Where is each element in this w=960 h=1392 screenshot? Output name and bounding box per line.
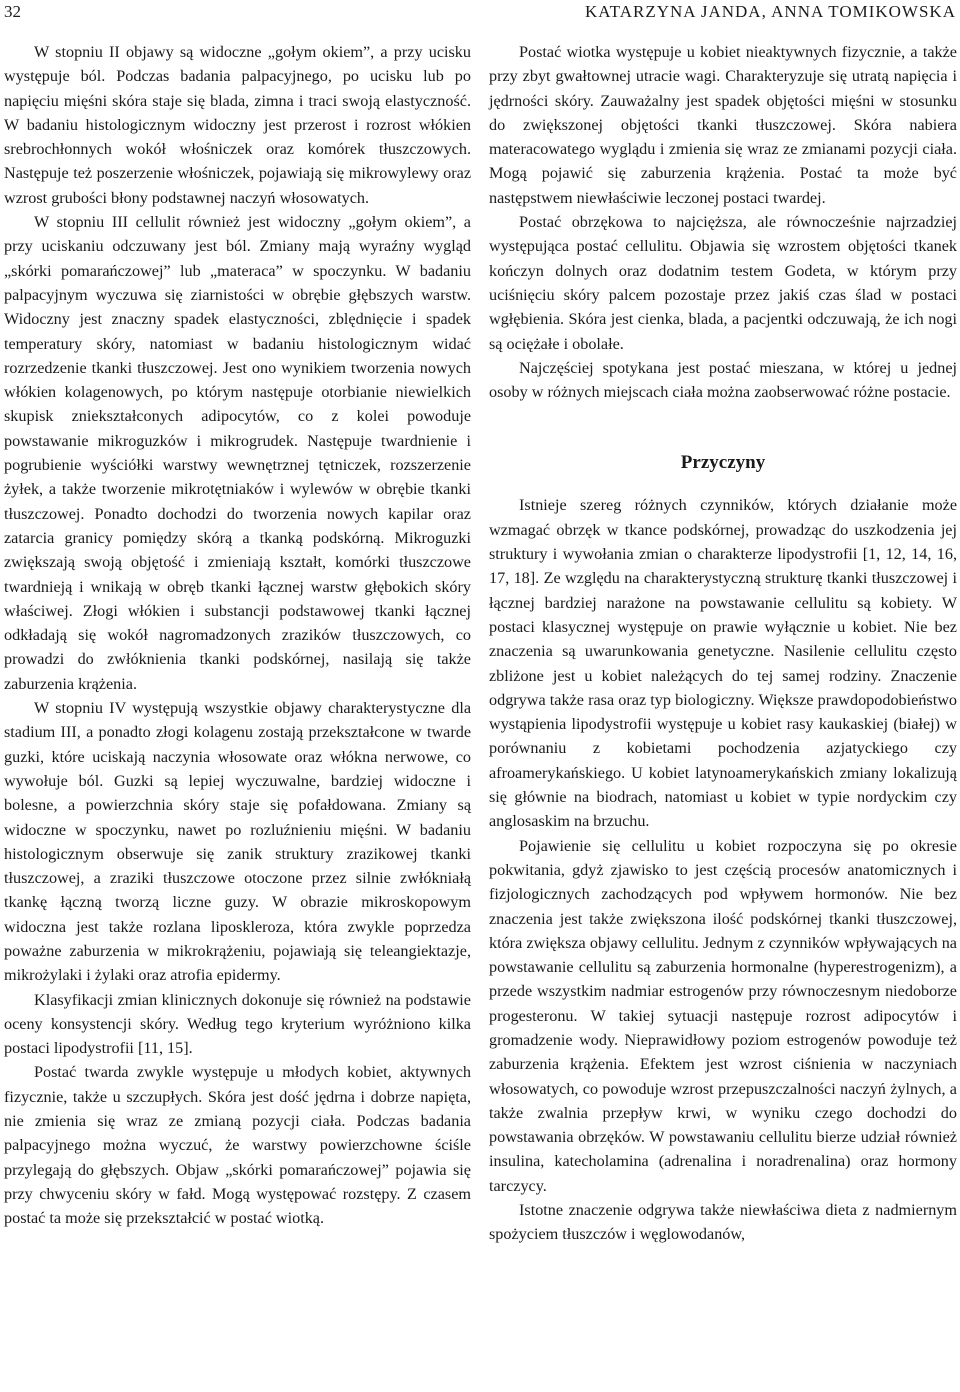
paragraph-stage-4: W stopniu IV występują wszystkie objawy charakterystyczne dla stadium III, a ponadto złogi kolagenu zostają przekształcone w twarde guzki, które uciskają naczynia włosowate oraz włókna nerwowe, co wywołuje ból. Guzki są lepiej wyczuwalne, bardziej widoczne i bolesne, a powierzchnia skóry staje się pofałdowana. Zmiany są widoczne w spoczynku, nawet po rozluźnieniu mięśni. W badaniu histologicznym obserwuje się zanik struktury zrazikowej tkanki tłuszczowej, a zraziki tłuszczowe otoczone przez silnie zwłókniałą tkankę łączną tworzą liczne guzy. W obrazie mikroskopowym widoczna jest także rozlana liposkleroza, która zwykle poprzedza poważne zaburzenia w mikrokrążeniu, pojawiają się teleangiektazje, mikrożylaki i żylaki oraz atrofia epidermy.: [4, 699, 471, 985]
page-header: [0, 0, 960, 26]
paragraph-edematous-form: Postać obrzękowa to najcięższa, ale równocześnie najrzadziej występująca postać cellulitu. Objawia się wzrostem objętości tkanek kończyn dolnych oraz dodatnim testem Godeta, w którym przy uciśnięciu skóry palcem pozostaje przez jakiś czas ślad w postaci wgłębienia. Skóra jest cienka, blada, a pacjentki odczuwają, że ich nogi są ociężałe i obolałe.: [489, 213, 957, 353]
left-column: [4, 40, 471, 1231]
section-heading: Przyczyny: [680, 452, 766, 474]
paragraph-causes-3: Istotne znaczenie odgrywa także niewłaściwa dieta z nadmiernym spożyciem tłuszczów i węglowodanów,: [489, 1201, 957, 1244]
paragraph-flaccid-form: Postać wiotka występuje u kobiet nieaktywnych fizycznie, a także przy zbyt gwałtownej utracie wagi. Charakteryzuje się utratą napięcia i jędrności skóry. Zauważalny jest spadek objętości mięśni w stosunku do zwiększonej objętości tkanki tłuszczowej. Skóra nabiera materacowatego wyglądu i zmienia się wraz ze zmianami pozycji ciała. Mogą pojawić się zaburzenia krążenia. Postać ta może być następstwem niewłaściwie leczonej postaci twardej.: [489, 43, 957, 207]
paragraph-stage-2: W stopniu II objawy są widoczne „gołym okiem”, a przy ucisku występuje ból. Podczas badania palpacyjnego, po ucisku lub po napięciu mięśni skóra staje się blada, zimna i traci swoją elastyczność. W badaniu histologicznym widoczny jest przerost i rozrost włókien srebrochłonnych wokół włośniczek oraz komórek tłuszczowych. Następuje też poszerzenie włośniczek, pojawiają się mikrowylewy oraz wzrost grubości błony podstawnej naczyń włosowatych.: [4, 43, 471, 207]
paragraph-stage-3: W stopniu III cellulit również jest widoczny „gołym okiem”, a przy uciskaniu odczuwany jest ból. Zmiany mają wyraźny wygląd „skórki pomarańczowej” lub „materaca” w spoczynku. W badaniu palpacyjnym wyczuwa się ziarnistości w obrębie głębszych warstw. Widoczny jest znaczny spadek elastyczności, zblędnięcie i spadek temperatury skóry, natomiast w badaniu histologicznym widać rozrzedzenie tkanki tłuszczowej. Jest ono wynikiem tworzenia nowych włókien kolagenowych, po którym następuje otorbianie niewielkich skupisk zniekształconych adipocytów, co z kolei powoduje powstawanie mikroguzków i mikrogrudek. Następuje twardnienie i pogrubienie wyściółki warstwy wewnętrznej tętniczek, rozszerzenie żyłek, a także tworzenie mikrotętniaków i wylewów w obrębie tkanki tłuszczowej. Ponadto dochodzi do tworzenia nowych kapilar oraz zatarcia granicy pomiędzy skórą a tkanką podskórną. Mikroguzki zwiększają swoją objętość i zmieniają kształt, komórki tłuszczowe twardnieją i wnikają w obręb tkanki łącznej warstw głębokich skóry właściwej. Złogi włókien i substancji podstawowej tkanki łącznej odkładają się wokół nagromadzonych zrazików tłuszczowych, co prowadzi do zwłóknienia tkanki podskórnej, nasilają się także zaburzenia krążenia.: [4, 213, 471, 693]
paragraph-classification: Klasyfikacji zmian klinicznych dokonuje się również na podstawie oceny konsystencji skóry. Według tego kryterium wyróżniono kilka postaci lipodystrofii [11, 15].: [4, 990, 471, 1058]
paragraph-causes-2: Pojawienie się cellulitu u kobiet rozpoczyna się po okresie pokwitania, gdyż zjawisko to jest częścią procesów anatomicznych i fizjologicznych zachodzących pod wpływem hormonów. Nie bez znaczenia jest także zwiększona ilość podskórnej tkanki tłuszczowej, która zwiększa objawy cellulitu. Jednym z czynników wpływających na powstawanie cellulitu są zaburzenia hormonalne (hyperestrogenizm), a przede wszystkim nadmiar estrogenów przy równoczesnym niedoborze progesteronu. W takiej sytuacji następuje rozrost adipocytów i gromadzenie wody. Nieprawidłowy poziom estrogenów powoduje też zaburzenia krążenia. Efektem jest wzrost ciśnienia w naczyniach włosowatych, co powoduje wzrost przepuszczalności naczyń żylnych, a także zwalnia przepływ krwi, w wyniku czego dochodzi do powstawania obrzęków. W powstawaniu cellulitu bierze udział również insulina, katecholamina (adrenalina i noradrenalina) oraz hormony tarczycy.: [489, 836, 957, 1195]
right-column: [489, 40, 957, 1247]
running-head-authors: KATARZYNA JANDA, ANNA TOMIKOWSKA: [585, 2, 956, 21]
paragraph-hard-form: Postać twarda zwykle występuje u młodych kobiet, aktywnych fizycznie, także u szczupłych. Skóra jest dość jędrna i dobrze napięta, nie zmienia się wraz ze zmianą pozycji ciała. Podczas badania palpacyjnego można wyczuć, że warstwy powierzchowne ściśle przylegają do głębszych. Objaw „skórki pomarańczowej” pojawia się przy chwyceniu skóry w fałd. Mogą występować rozstępy. Z czasem postać ta może się przekształcić w postać wiotką.: [4, 1063, 471, 1228]
paragraph-mixed-form: Najczęściej spotykana jest postać mieszana, w której u jednej osoby w różnych miejscach ciała można zaobserwować różne postacie.: [489, 358, 957, 402]
page-number: 32: [4, 2, 21, 21]
paragraph-causes-1: Istnieje szereg różnych czynników, których działanie może wzmagać obrzęk w tkance podskórnej, prowadząc do uszkodzenia jej struktury i wywołania zmian o charakterze lipodystrofii [1, 12, 14, 16, 17, 18]. Ze względu na charakterystyczną strukturę tkanki tłuszczowej i łącznej bardziej narażone na powstawanie cellulitu są kobiety. W postaci klasycznej występuje on prawie wyłącznie u kobiet. Nie bez znaczenia są uwarunkowania genetyczne. Nasilenie cellulitu często zbliżone jest u kobiet należących do tej samej rodziny. Znaczenie odgrywa także rasa oraz typ biologiczny. Większe prawdopodobieństwo wystąpienia lipodystrofii występuje u kobiet rasy kaukaskiej (białej) w porównaniu z kobietami pochodzenia azjatyckiego czy afroamerykańskiego. U kobiet latynoamerykańskich zmiany lokalizują się głównie na biodrach, natomiast u kobiet w typie nordyckim czy anglosaskim na brzuchu.: [489, 496, 957, 831]
